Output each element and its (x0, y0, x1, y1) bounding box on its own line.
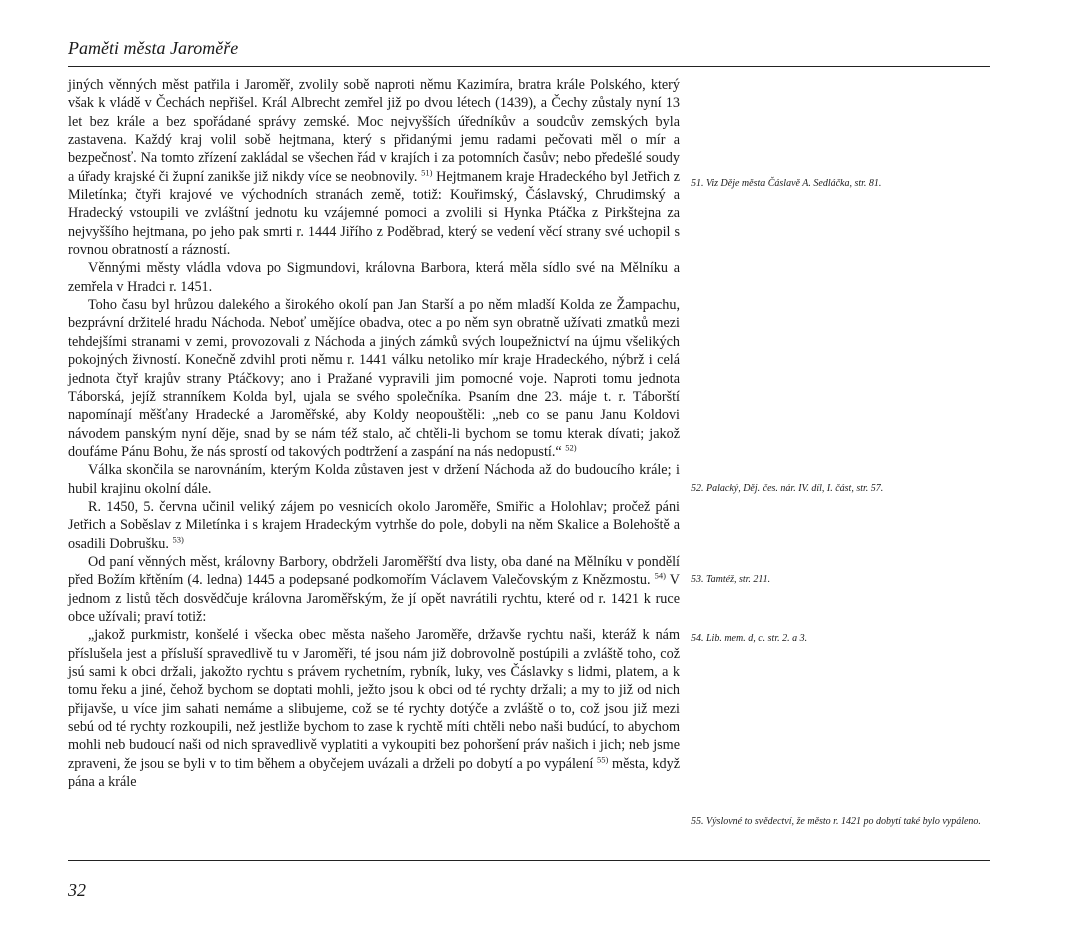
footnote-ref: 51) (421, 166, 433, 177)
header-rule (68, 66, 990, 67)
footnote-ref: 53) (172, 533, 184, 544)
footnote-ref: 55) (596, 753, 609, 764)
footnote-ref: 54) (654, 570, 666, 581)
footnote-54: 54. Lib. mem. d, c. str. 2. a 3. (691, 633, 808, 644)
page-number: 32 (68, 880, 86, 900)
footnote-ref: 52) (565, 442, 577, 453)
paragraph: Od paní věnných měst, královny Barbory, obdrželi Jaroměřští dva listy, oba dané na Mělníku v pondělí před Božím křtěním (4. ledna) 1445 a podepsané podkomořím Václavem Valečovským z Knězmostu. $^{54)}$ V jednom z listů těch dosvědčuje královna Jaroměřským, že jí opět navrátili rychtu, které od r. 1421 k ruce obce užívali; praví totiž: (68, 553, 680, 625)
paragraph: jiných věnných měst patřila i Jaroměř, zvolily sobě naproti němu Kazimíra, bratra krále Polského, který však k vládě v Čechách nepřišel. Král Albrecht zemřel již po dvou létech (1439), a Čechy zůstaly nyní 13 let bez krále a bez spořádané správy zemské. Moc nejvyšších úředníkův a soudcův zemských byla zastavena. Každý kraj volil sobě hejtmana, který s přidanými jemu radami pečovati měl o mír a bezpečnosť. Na tomto zřízení zakládal se všechen řád v krajích i za potomních časův; nebo předešlé soudy a úřady krajské či župní zanikše již nikdy více se neobnovily. $^{51)}$ Hejtmanem kraje Hradeckého byl Jetřich z Miletínka; čtyři krajové ve východních stranách země, totiž: Kouřimský, Čáslavský, Chrudimský a Hradecký vstoupili ve zvláštní jednotu ku vzájemné pomoci a zvolili si Hynka Ptáčka z Pirkštejna za nejvyššího hejtmana, po jeho pak smrti r. 1444 Jiřího z Poděbrad, který se vedení věcí strany své uchopil s rovnou obratností a rázností. (68, 77, 680, 259)
running-header-title: Paměti města Jaroměře (68, 38, 239, 58)
footnote-51: 51. Viz Děje města Čáslavě A. Sedláčka, str. 81. (691, 178, 882, 189)
paragraph: Válka skončila se narovnáním, kterým Kolda zůstaven jest v držení Náchoda až do budoucího krále; i hubil krajinu okolní dále. (68, 462, 680, 497)
footnote-52: 52. Palacký, Děj. čes. nár. IV. díl, I. část, str. 57. (691, 483, 884, 494)
paragraph: Věnnými městy vládla vdova po Sigmundovi, královna Barbora, která měla sídlo své na Mělníku a zemřela v Hradci r. 1451. (68, 260, 680, 295)
footnote-53: 53. Tamtéž, str. 211. (691, 574, 771, 585)
paragraph: R. 1450, 5. června učinil veliký zájem po vesnicích okolo Jaroměře, Smiřic a Holohlav; pročež páni Jetřich a Soběslav z Miletínka i s krajem Hradeckým vytrhše do pole, dobyli na něm Skalice a Bolehoště a osadili Dobrušku. $^{53)}$ (68, 498, 680, 552)
footnote-55: 55. Výslovné to svědectví, že město r. 1421 po dobytí také bylo vypáleno. (691, 816, 981, 827)
paragraph: Toho času byl hrůzou dalekého a širokého okolí pan Jan Starší a po něm mladší Kolda ze Žampachu, bezprávní držitelé hradu Náchoda. Neboť umějíce obadva, otec a po něm syn obratně užívati zmatků mezi tehdejšími stranami v zemi, provozovali z Náchoda a jiných zámků svých loupežnictví na újmu všelikých pokojných živností. Konečně zdvihl proti němu r. 1441 válku netoliko mír kraje Hradeckého, nýbrž i celá jednota čtyř krajův strany Ptáčkovy; ano i Pražané vypravili jim pomocné voje. Naproti tomu jednota Táborská, jejíž stranníkem Kolda byl, ujala se svého společníka. Psaním dne 23. máje t. r. Táborští napomínají měšťany Hradecké a Jaroměřské, aby Koldy neopouštěli: „neb co se panu Janu Koldovi návodem panským nyní děje, snad by se nám též stalo, ač chtěli-li bychom se tomu kterak dívati; jakož doufáme Pánu Bohu, že nás sprostí od takových podtržení a zaspání na nás nedopustí.“ $^{52)}$ (68, 297, 680, 460)
quoted-paragraph: „jakož purkmistr, konšelé i všecka obec města našeho Jaroměře, državše rychtu naši, kteráž k nám příslušela jest a přísluší spravedlivě tu v Jaroměři, té jsou nám již dobrovolně postúpili a zvláště toho, což jsú sami k obci držali, jakožto rychtu s právem rychetním, rybník, luky, ves Čáslavky s lidmi, platem, a k tomu řeku a jiné, čehož bychom se doptati mohli, ježto jsou k obci od té rychty držali; a my to již od nich přijavše, u více jim sahati nemáme a slibujeme, což se té rychty dotýče a zvláště o to, což jsou již mezi sebú od té rychty rozkoupili, než jestliže bychom to zase k rychtě míti chtěli nebo naši budúcí, to abychom mohli neb budoucí naši od nich spravedlivě vyplatiti a vykoupiti bez pohoršení práv našich i jich; neb jsme zpraveni, že jsou se byli v to tim během a obyčejem uvázali a drželi po dobytí a po vypálení $^{55)}$ města, když pána a krále (68, 627, 680, 791)
main-text (68, 76, 680, 791)
footer-rule (68, 860, 990, 861)
